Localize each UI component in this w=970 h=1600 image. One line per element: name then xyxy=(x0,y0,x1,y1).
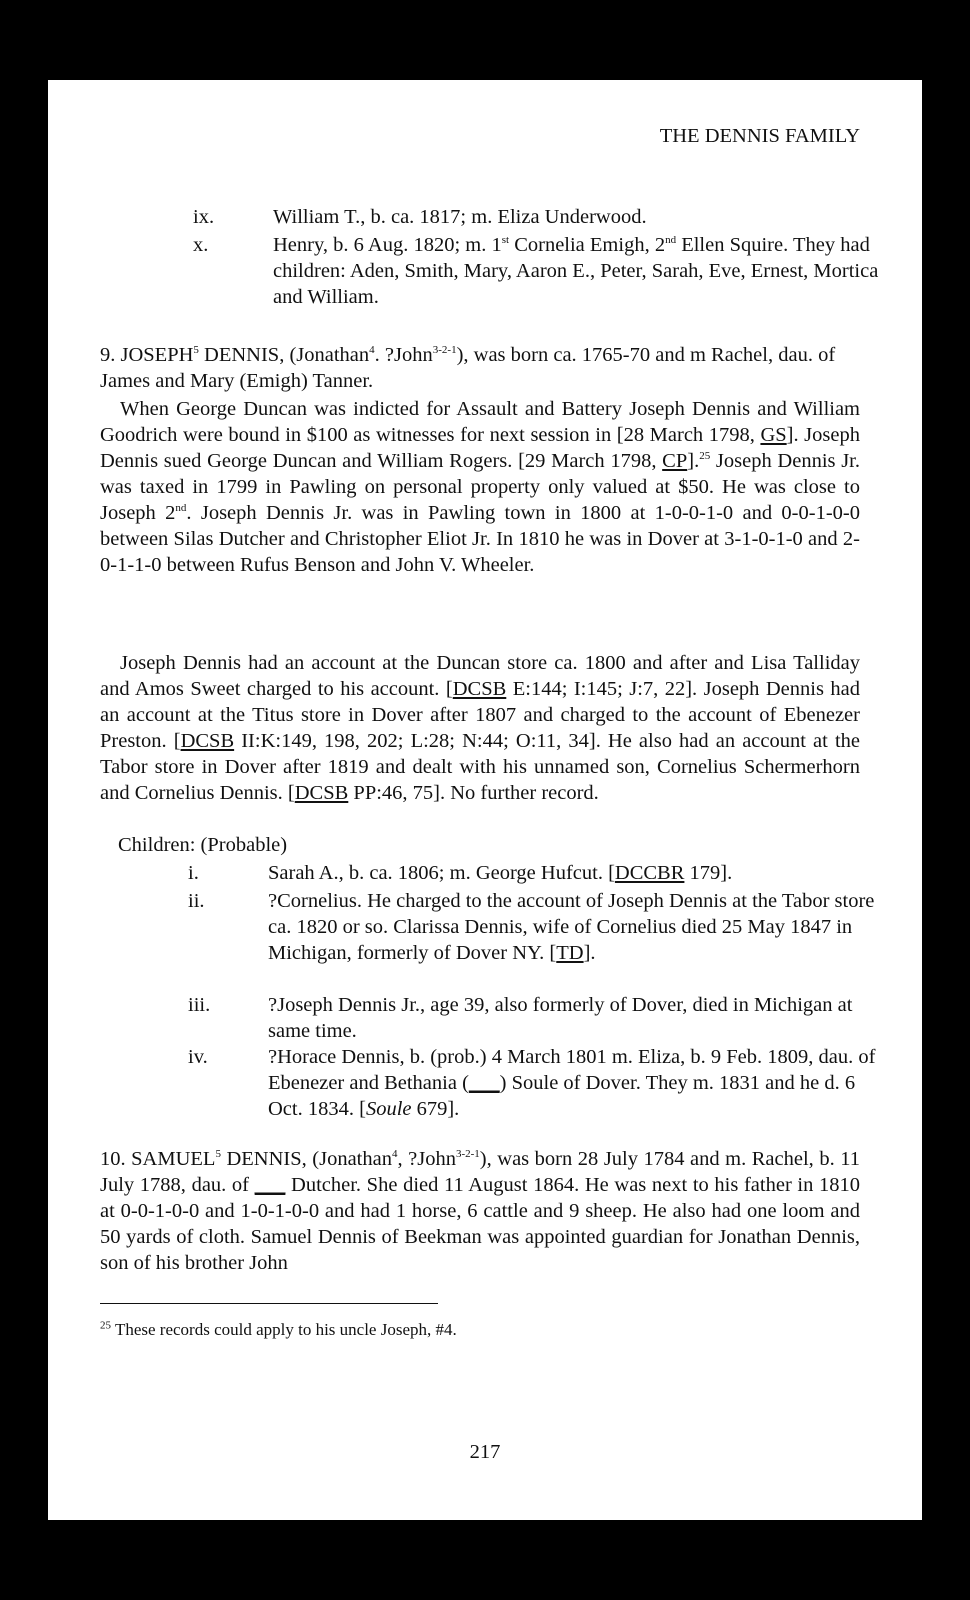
list-item: x. Henry, b. 6 Aug. 1820; m. 1st Cornelia Emigh, 2nd Ellen Squire. They had children: Aden, Smith, Mary, Aaron E., Peter, Sarah, Eve, Ernest, Mortica and William. xyxy=(193,234,879,308)
source-citation: Soule xyxy=(365,1098,412,1120)
footnote-divider xyxy=(100,1303,438,1304)
page-number: 217 xyxy=(469,1441,501,1463)
entry-heading-joseph: 9. JOSEPH$^5$ DENNIS, (Jonathan$^4$. ?John$^{3-2-1}$), was born ca. 1765-70 and m Rachel, dau. of James and Mary (Emigh) Tanner. xyxy=(100,344,836,392)
source-citation: TD xyxy=(556,942,584,964)
source-citation: DCCBR xyxy=(614,862,685,884)
source-citation: DCSB xyxy=(452,678,507,700)
list-item: ii. ?Cornelius. He charged to the account of Joseph Dennis at the Tabor store ca. 1820 or so. Clarissa Dennis, wife of Cornelius died 25 May 1847 in Michigan, formerly of Dover NY. [TD]. xyxy=(188,890,875,964)
source-citation: GS xyxy=(760,424,787,446)
list-item: ix. William T., b. ca. 1817; m. Eliza Underwood. xyxy=(193,206,647,228)
source-citation: DCSB xyxy=(294,782,349,804)
source-citation: CP xyxy=(662,450,688,472)
footnote-ref: 25 xyxy=(699,450,711,463)
book-page xyxy=(48,80,922,1520)
entry-heading-samuel: 10. SAMUEL$^5$ DENNIS, (Jonathan$^4$, ?John$^{3-2-1}$), was born 28 July 1784 and m. Rachel, b. 11 July 1788, dau. of ___ Dutcher. She died 11 August 1864. He was next to his father in 1810 at 0-0-1-0-0 and 1-0-1-0-0 and had 1 horse, 6 cattle and 9 sheep. He also had one loom and 50 yards of cloth. Samuel Dennis of Beekman was appointed guardian for Jonathan Dennis, son of his brother John xyxy=(100,1148,860,1274)
list-item: i. Sarah A., b. ca. 1806; m. George Hufcut. [DCCBR 179]. xyxy=(188,862,733,884)
paragraph: Joseph Dennis had an account at the Duncan store ca. 1800 and after and Lisa Talliday and Amos Sweet charged to his account. [DCSB E:144; I:145; J:7, 22]. Joseph Dennis had an account at the Titus store in Dover after 1807 and charged to the account of Ebenezer Preston. [DCSB II:K:149, 198, 202; L:28; N:44; O:11, 34]. He also had an account at the Tabor store in Dover after 1819 and dealt with his unnamed son, Cornelius Schermerhorn and Cornelius Dennis. [DCSB PP:46, 75]. No further record. xyxy=(100,652,860,804)
children-label: Children: (Probable) xyxy=(118,834,288,856)
running-header: THE DENNIS FAMILY xyxy=(659,125,860,147)
source-citation: DCSB xyxy=(180,730,235,752)
paragraph: When George Duncan was indicted for Assault and Battery Joseph Dennis and William Goodrich were bound in $100 as witnesses for next session in [28 March 1798, GS]. Joseph Dennis sued George Duncan and William Rogers. [29 March 1798, CP].$^{25}$ Joseph Dennis Jr. was taxed in 1799 in Pawling on personal property only valued at $50. He was close to Joseph 2nd. Joseph Dennis Jr. was in Pawling town in 1800 at 1-0-0-1-0 and 0-0-1-0-0 between Silas Dutcher and Christopher Eliot Jr. In 1810 he was in Dover at 3-1-0-1-0 and 2-0-1-1-0 between Rufus Benson and John V. Wheeler. xyxy=(100,398,860,576)
list-item: iv. ?Horace Dennis, b. (prob.) 4 March 1801 m. Eliza, b. 9 Feb. 1809, dau. of Ebenezer and Bethania (___) Soule of Dover. They m. 1831 and he d. 6 Oct. 1834. [Soule 679]. xyxy=(188,1046,876,1120)
list-item: iii. ?Joseph Dennis Jr., age 39, also formerly of Dover, died in Michigan at same time. xyxy=(188,994,853,1042)
footnote: $^{25}$ These records could apply to his uncle Joseph, #4. xyxy=(100,1319,457,1339)
